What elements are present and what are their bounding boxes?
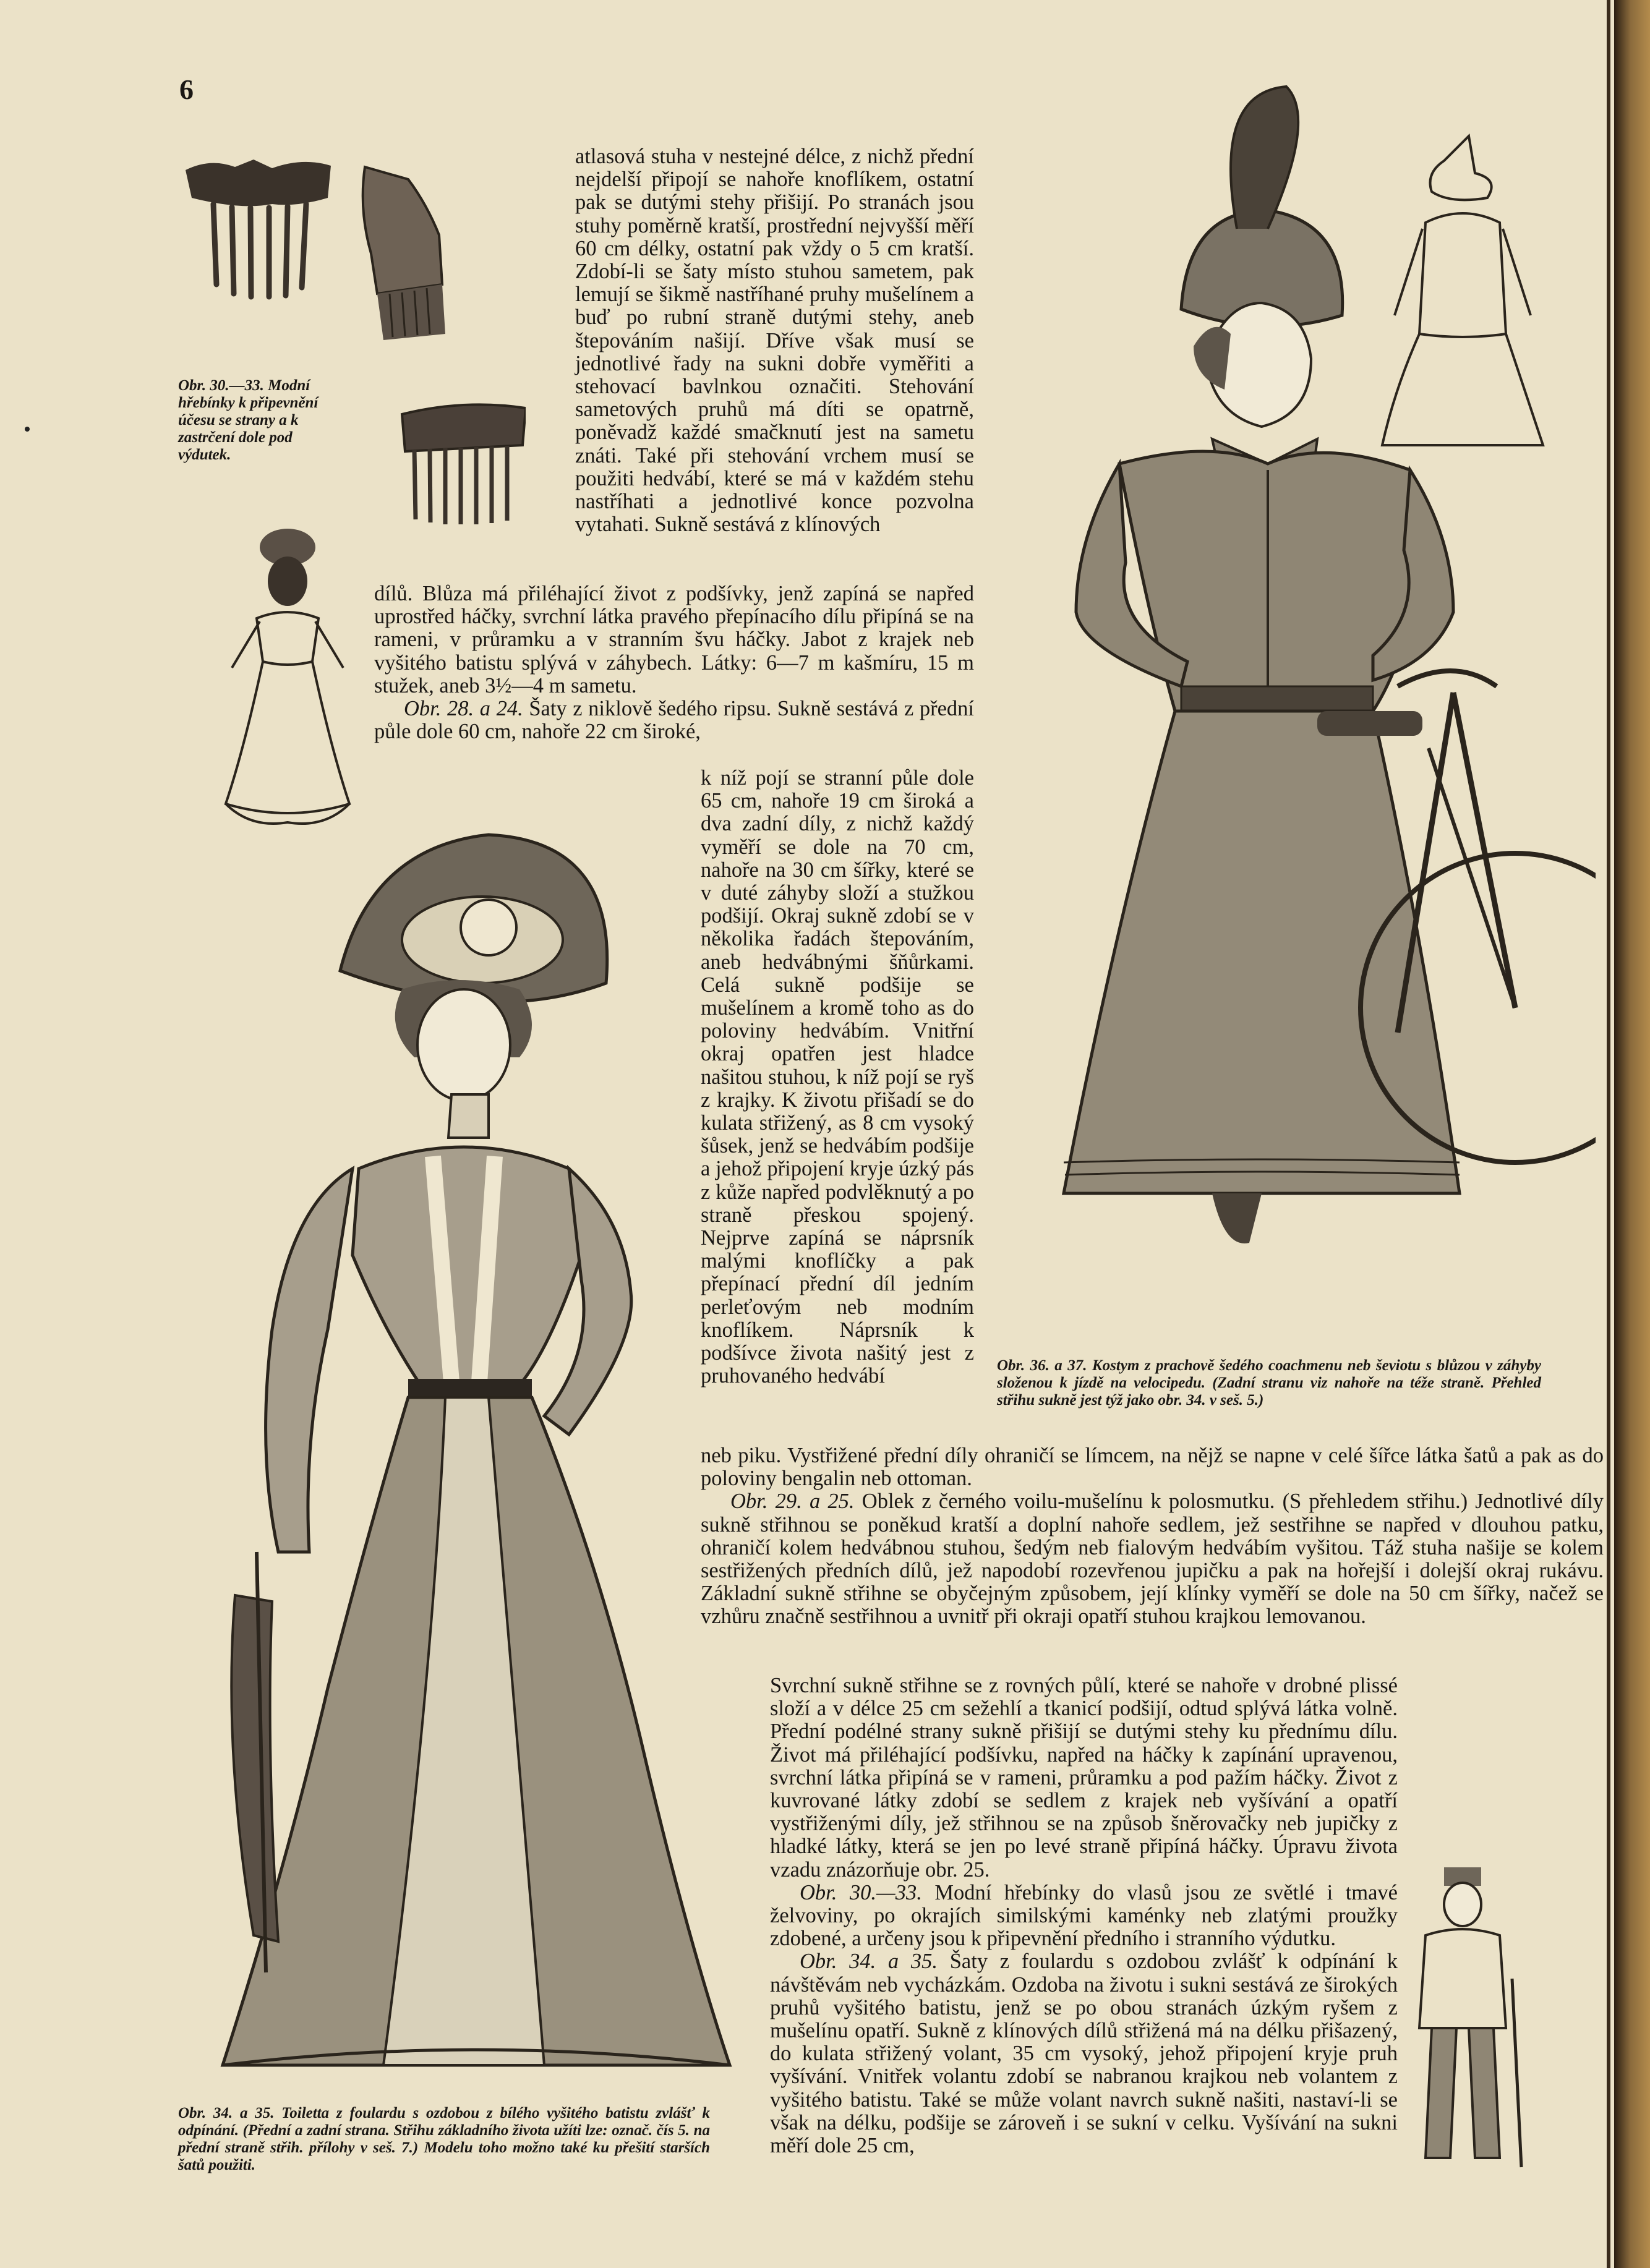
paragraph-obr-29b: Svrchní sukně střihne se z rovných půlí, které se nahoře v drobné plissé složí a v délce 25 cm sežehlí a tkanicí podšijí, odtud splývá látka volně. Přední podélné strany sukně přišijí se dutými stehy ku přednímu dílu. Život má přiléhající podšívku, napřed na háčky k zapínání upravenou, svrchní látka připíná se v rameni, průramku a pod pažím háčky. Život z kuvrované látky zdobí se sedlem z krajek neb vyšívání a opatří vystřiženými díly, jež střihnou se na způsob šněrovačky neb jupičky z hladké látky, která se jen po levé straně připíná háčky. Úpravu života vzadu znázorňuje obr. 25. bbox=[770, 1674, 1398, 1882]
figure-ref-30: Obr. 30.—33. bbox=[800, 1880, 922, 1904]
caption-cyclist: Obr. 36. a 37. Kostym z prachově šedého coachmenu neb ševiotu s blůzou v záhyby složenou k jízdě na velocipedu. (Zadní stranu viz nahoře na téže straně. Přehled střihu sukně jest týž jako obr. 34. v seš. 5.) bbox=[997, 1357, 1541, 1409]
woman-back-illustration bbox=[213, 513, 362, 841]
paragraph-obr-28 bbox=[374, 697, 974, 743]
page-number: 6 bbox=[179, 74, 194, 105]
paragraph-ribbon: atlasová stuha v nestejné délce, z nichž přední nejdelší připojí se nahoře knoflíkem, ostatní pak se dutými stehy přišijí. Po stranách jsou stuhy poměrně kratší, prostřední nejvyšší měří 60 cm délky, ostatní pak vždy o 5 cm kratší. Zdobí-li se šaty místo stuhou sametem, pak lemují se šikmě nastříhané pruhy mušelínem a buď po rubní straně dutými stehy, aneb štepováním našijí. Dříve však musí se jednotlivé řady na sukni dobře vyměřiti a stehovací bavlnkou označiti. Stehování sametových pruhů má díti se opatrně, poněvadž každé smačknutí jest na sametu znáti. Také při stehování vrchem musí se použiti hedvábí, které se má v každém stehu nastříhati a jednotlivé konce pozvolna vytahati. Sukně sestává z klínových bbox=[575, 145, 974, 537]
paragraph-obr-30-text: Modní hřebínky do vlasů jsou ze světlé i tmavé želvoviny, po okrajích similskými kaménky neb zlatými proužky zdobené, a určeny jsou k připevnění předního i stranního výdutku. bbox=[770, 1880, 1398, 1951]
text-column-top bbox=[575, 145, 974, 536]
book-spine bbox=[1614, 0, 1650, 2268]
paragraph-obr-30 bbox=[770, 1882, 1398, 1951]
paragraph-obr-34 bbox=[770, 1950, 1398, 2157]
paragraph-bluza: dílů. Blůza má přiléhající život z podšívky, jenž zapíná se napřed uprostřed háčky, svrchní látka pravého přepínacího dílu připíná se na rameni, v průramku a v stranním švu háčky. Jabot z krajek neb vyšitého batistu splývá v záhybech. Látky: 6—7 m kašmíru, 15 m stužek, aneb 3½—4 m sametu. bbox=[374, 582, 974, 697]
text-column-lower bbox=[770, 1674, 1398, 2157]
paragraph-limec: neb piku. Vystřižené přední díly ohraničí se límcem, na nějž se napne v celé šířce látka šatů a pak as do poloviny bengalin neb ottoman. bbox=[701, 1444, 1604, 1491]
paragraph-obr-29-text: Oblek z černého voilu-mušelínu k polosmutku. (S přehledem střihu.) Jednotlivé díly sukně střihnou se poněkud kratší a doplní nahoře sedlem, jež sestřihne se napřed v dlouhou patku, ohraničí kolem hedvábnou stuhou, šedým neb fialovým hedvábím vyšitou. Táž stuha našije se kolem sestřižených předních dílů, jež napodobí rozevřenou jupičku a pak na hořejší i dolejší okraj rukávu. Základní sukně střihne se obyčejným způsobem, její klínky vyměří se dole na 50 cm šířky, načež se vzhůru značně sestřihnou a uvnitř při okraji opatří stuhou krajkou lemovanou. bbox=[701, 1490, 1604, 1629]
paragraph-obr-34-text: Šaty z foulardu s ozdobou zvlášť k odpínání k návštěvám neb vycházkám. Ozdoba na životu i sukni sestává ze širokých pruhů vyšitého batistu, jenž se po obou stranách úzkým ryšem z mušelínu opatří. Sukně z klínových dílů střižená má na délku přišazený, do kulata střižený volant, 35 cm vysoký, jehož připojení kryje pruh vyšívání. Vnitřek volantu zdobí se nabranou krajkou neb volantem z vyšitého batistu. Také se může volant navrch sukně našiti, nastaví-li se však na délku, podšije se zároveň i se sukní v celku. Vyšívání na sukni měří dole 25 cm, bbox=[770, 1950, 1398, 2158]
text-block-mid bbox=[701, 1444, 1604, 1629]
lady-gown-illustration bbox=[198, 822, 761, 2090]
page-edge bbox=[1607, 0, 1610, 2268]
paragraph-obr-29 bbox=[701, 1490, 1604, 1628]
man-illustration bbox=[1388, 1855, 1531, 2176]
margin-dot bbox=[25, 427, 30, 432]
figure-ref-28: Obr. 28. a 24. bbox=[404, 697, 523, 721]
figure-ref-34: Obr. 34. a 35. bbox=[800, 1950, 938, 1974]
figure-ref-29: Obr. 29. a 25. bbox=[730, 1490, 855, 1514]
paragraph-obr-28-text: Šaty z niklově šedého ripsu. Sukně sestává z přední půle dole 60 cm, nahoře 22 cm široké, bbox=[374, 697, 974, 744]
text-block-wide bbox=[374, 582, 974, 743]
cyclist-back-illustration bbox=[1376, 130, 1549, 458]
caption-toilette: Obr. 34. a 35. Toiletta z foulardu s ozdobou z bílého vyšitého batistu zvlášť k odpínání. (Přední a zadní strana. Střihu základního života užíti lze: označ. čís 5. na přední straně střih. přílohy v seš. 7.) Modelu toho možno také ku přešití starších šatů použiti. bbox=[178, 2105, 710, 2173]
caption-combs: Obr. 30.—33. Modní hřebínky k připevnění účesu se strany a k zastrčení dole pod výdutek. bbox=[178, 377, 318, 463]
paragraph-skirt: k níž pojí se stranní půle dole 65 cm, nahoře 19 cm široká a dva zadní díly, z nichž každý vyměří se dole na 70 cm, nahoře na 30 cm šířky, které se v duté záhyby složí a stužkou podšijí. Okraj sukně zdobí se v několika řadách štepováním, aneb hedvábnými šňůrkami. Celá sukně podšije se mušelínem a kromě toho as do poloviny hedvábím. Vnitřní okraj opatřen jest hladce našitou stuhou, k níž pojí se ryš z krajky. K životu přišadí se do kulata střižený, as 8 cm vysoký šůsek, jenž se hedvábím podšije a jehož připojení kryje úzký pás z kůže napřed podvlěknutý a po straně přeskou spojený. Nejprve zapíná se náprsník malými knoflíčky a pak přepínací přední díl jedním perleťovým neb modním knoflíkem. Náprsník k podšívce života našitý jest z pruhovaného hedvábí bbox=[701, 766, 974, 1388]
text-column-narrow bbox=[701, 767, 974, 1388]
combs-illustration bbox=[179, 155, 526, 532]
